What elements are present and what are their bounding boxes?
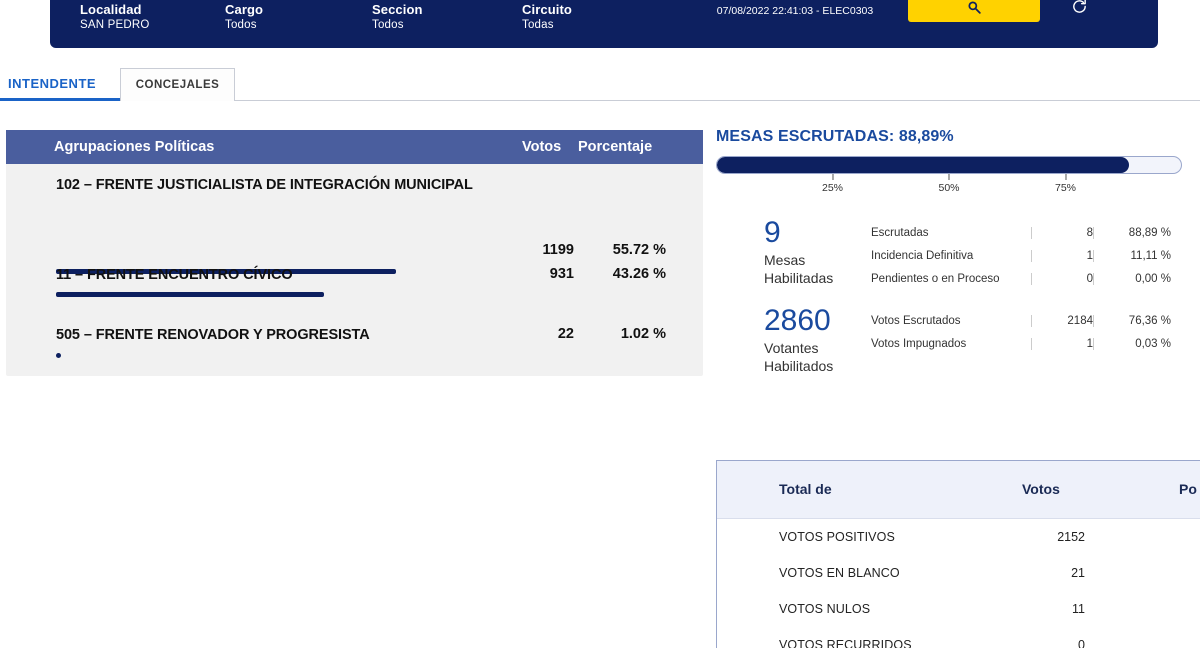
table-row[interactable] [6,316,703,362]
stat-value: 1 [1031,250,1093,262]
total-votes: 2152 [1057,530,1085,544]
stat-label: Escrutadas [871,226,929,239]
party-votes: 22 [557,326,574,342]
total-label: VOTOS RECURRIDOS [779,638,912,648]
mesas-habilitadas [764,218,884,287]
party-votes: 1199 [542,242,574,258]
total-votes: 21 [1071,566,1085,580]
stat-percentage: 0,00 % [1093,273,1171,285]
progress-track [716,156,1182,174]
party-name: 505 – FRENTE RENOVADOR Y PROGRESISTA [56,327,370,343]
mesas-progress [716,156,1182,200]
table-row [717,555,1200,591]
filter-circuito[interactable] [522,2,572,33]
filter-cargo-label: Cargo [225,2,264,17]
list-item [871,244,1171,267]
stat-percentage: 88,89 % [1093,227,1171,239]
mesas-escrutadas-title: MESAS ESCRUTADAS: 88,89% [716,128,954,145]
stat-label: Pendientes o en Proceso [871,272,1000,285]
tab-concejales-label: CONCEJALES [135,79,220,91]
stat-label: Incidencia Definitiva [871,249,974,262]
parties-header-pct: Porcentaje [578,139,653,155]
filter-seccion[interactable] [372,2,423,33]
table-row [717,591,1200,627]
category-tabs [0,68,1200,101]
filter-circuito-label: Circuito [522,2,572,17]
stat-percentage: 76,36 % [1093,315,1171,327]
parties-table-header [6,130,703,164]
search-button[interactable] [908,0,1040,22]
scrutiny-stats [716,218,1182,384]
stat-value: 0 [1031,273,1093,285]
stat-percentage: 11,11 % [1093,250,1171,262]
stat-value: 8 [1031,227,1093,239]
stat-label: Votos Escrutados [871,314,961,327]
total-label: VOTOS NULOS [779,602,871,616]
list-item [871,309,1171,332]
party-bar [56,353,61,358]
totals-header-pct: Po [1179,481,1197,497]
list-item [871,221,1171,244]
votantes-habilitados-number: 2860 [764,304,831,337]
filter-cargo[interactable] [225,2,263,33]
scrutiny-panel [716,128,1200,384]
tab-concejales[interactable] [120,68,235,101]
table-row[interactable] [6,164,703,256]
table-row [717,627,1200,648]
totals-header-votes: Votos [1022,481,1060,497]
party-name: 102 – FRENTE JUSTICIALISTA DE INTEGRACIÓN MUNICIPAL [56,177,473,193]
stat-block-mesas [716,218,1182,296]
filter-localidad-value: SAN PEDRO [80,19,150,32]
progress-ticks [716,174,1182,200]
parties-panel [6,130,703,376]
search-icon [967,0,981,19]
stat-value: 2184 [1031,315,1093,327]
refresh-icon [1071,0,1088,20]
votantes-habilitados-label: Votantes Habilitados [764,340,834,374]
filter-seccion-value: Todos [372,19,404,32]
party-percentage: 1.02 % [620,326,666,342]
party-percentage: 43.26 % [612,266,666,282]
party-votes: 931 [549,266,574,282]
totals-table-header [717,461,1200,519]
stat-value: 1 [1031,338,1093,350]
progress-tick-75: 75% [1055,174,1076,194]
parties-header-votes: Votos [522,139,562,155]
totals-header-total: Total de [779,481,832,497]
progress-tick-50: 50% [938,174,959,194]
votantes-habilitados [764,306,884,375]
progress-tick-25: 25% [822,174,843,194]
party-percentage: 55.72 % [612,242,666,258]
parties-header-name: Agrupaciones Políticas [54,139,215,155]
filter-circuito-value: Todas [522,19,554,32]
stat-percentage: 0,03 % [1093,338,1171,350]
scrutiny-timestamp: 07/08/2022 22:41:03 - ELEC0303 [716,5,874,17]
filter-localidad-label: Localidad [80,2,142,17]
total-votes: 0 [1078,638,1085,648]
party-bar [56,292,324,297]
votantes-breakdown [871,309,1171,355]
total-label: VOTOS POSITIVOS [779,530,895,544]
total-votes: 11 [1072,602,1085,616]
refresh-button[interactable] [1066,0,1092,22]
filter-localidad[interactable] [80,2,150,33]
filter-cargo-value: Todos [225,19,257,32]
table-row[interactable] [6,256,703,316]
tab-intendente[interactable] [0,68,120,101]
totals-table [716,460,1200,648]
list-item [871,267,1171,290]
list-item [871,332,1171,355]
filter-topbar [50,0,1158,48]
total-label: VOTOS EN BLANCO [779,566,900,580]
stat-block-votantes [716,306,1182,384]
progress-fill [717,157,1129,173]
party-name: 11 – FRENTE ENCUENTRO CÍVICO [56,267,293,283]
table-row [717,519,1200,555]
tab-intendente-label: INTENDENTE [8,75,97,91]
stat-label: Votos Impugnados [871,337,967,350]
mesas-habilitadas-label: Mesas Habilitadas [764,252,834,286]
mesas-habilitadas-number: 9 [764,216,781,249]
filter-seccion-label: Seccion [372,2,423,17]
mesas-breakdown [871,221,1171,290]
